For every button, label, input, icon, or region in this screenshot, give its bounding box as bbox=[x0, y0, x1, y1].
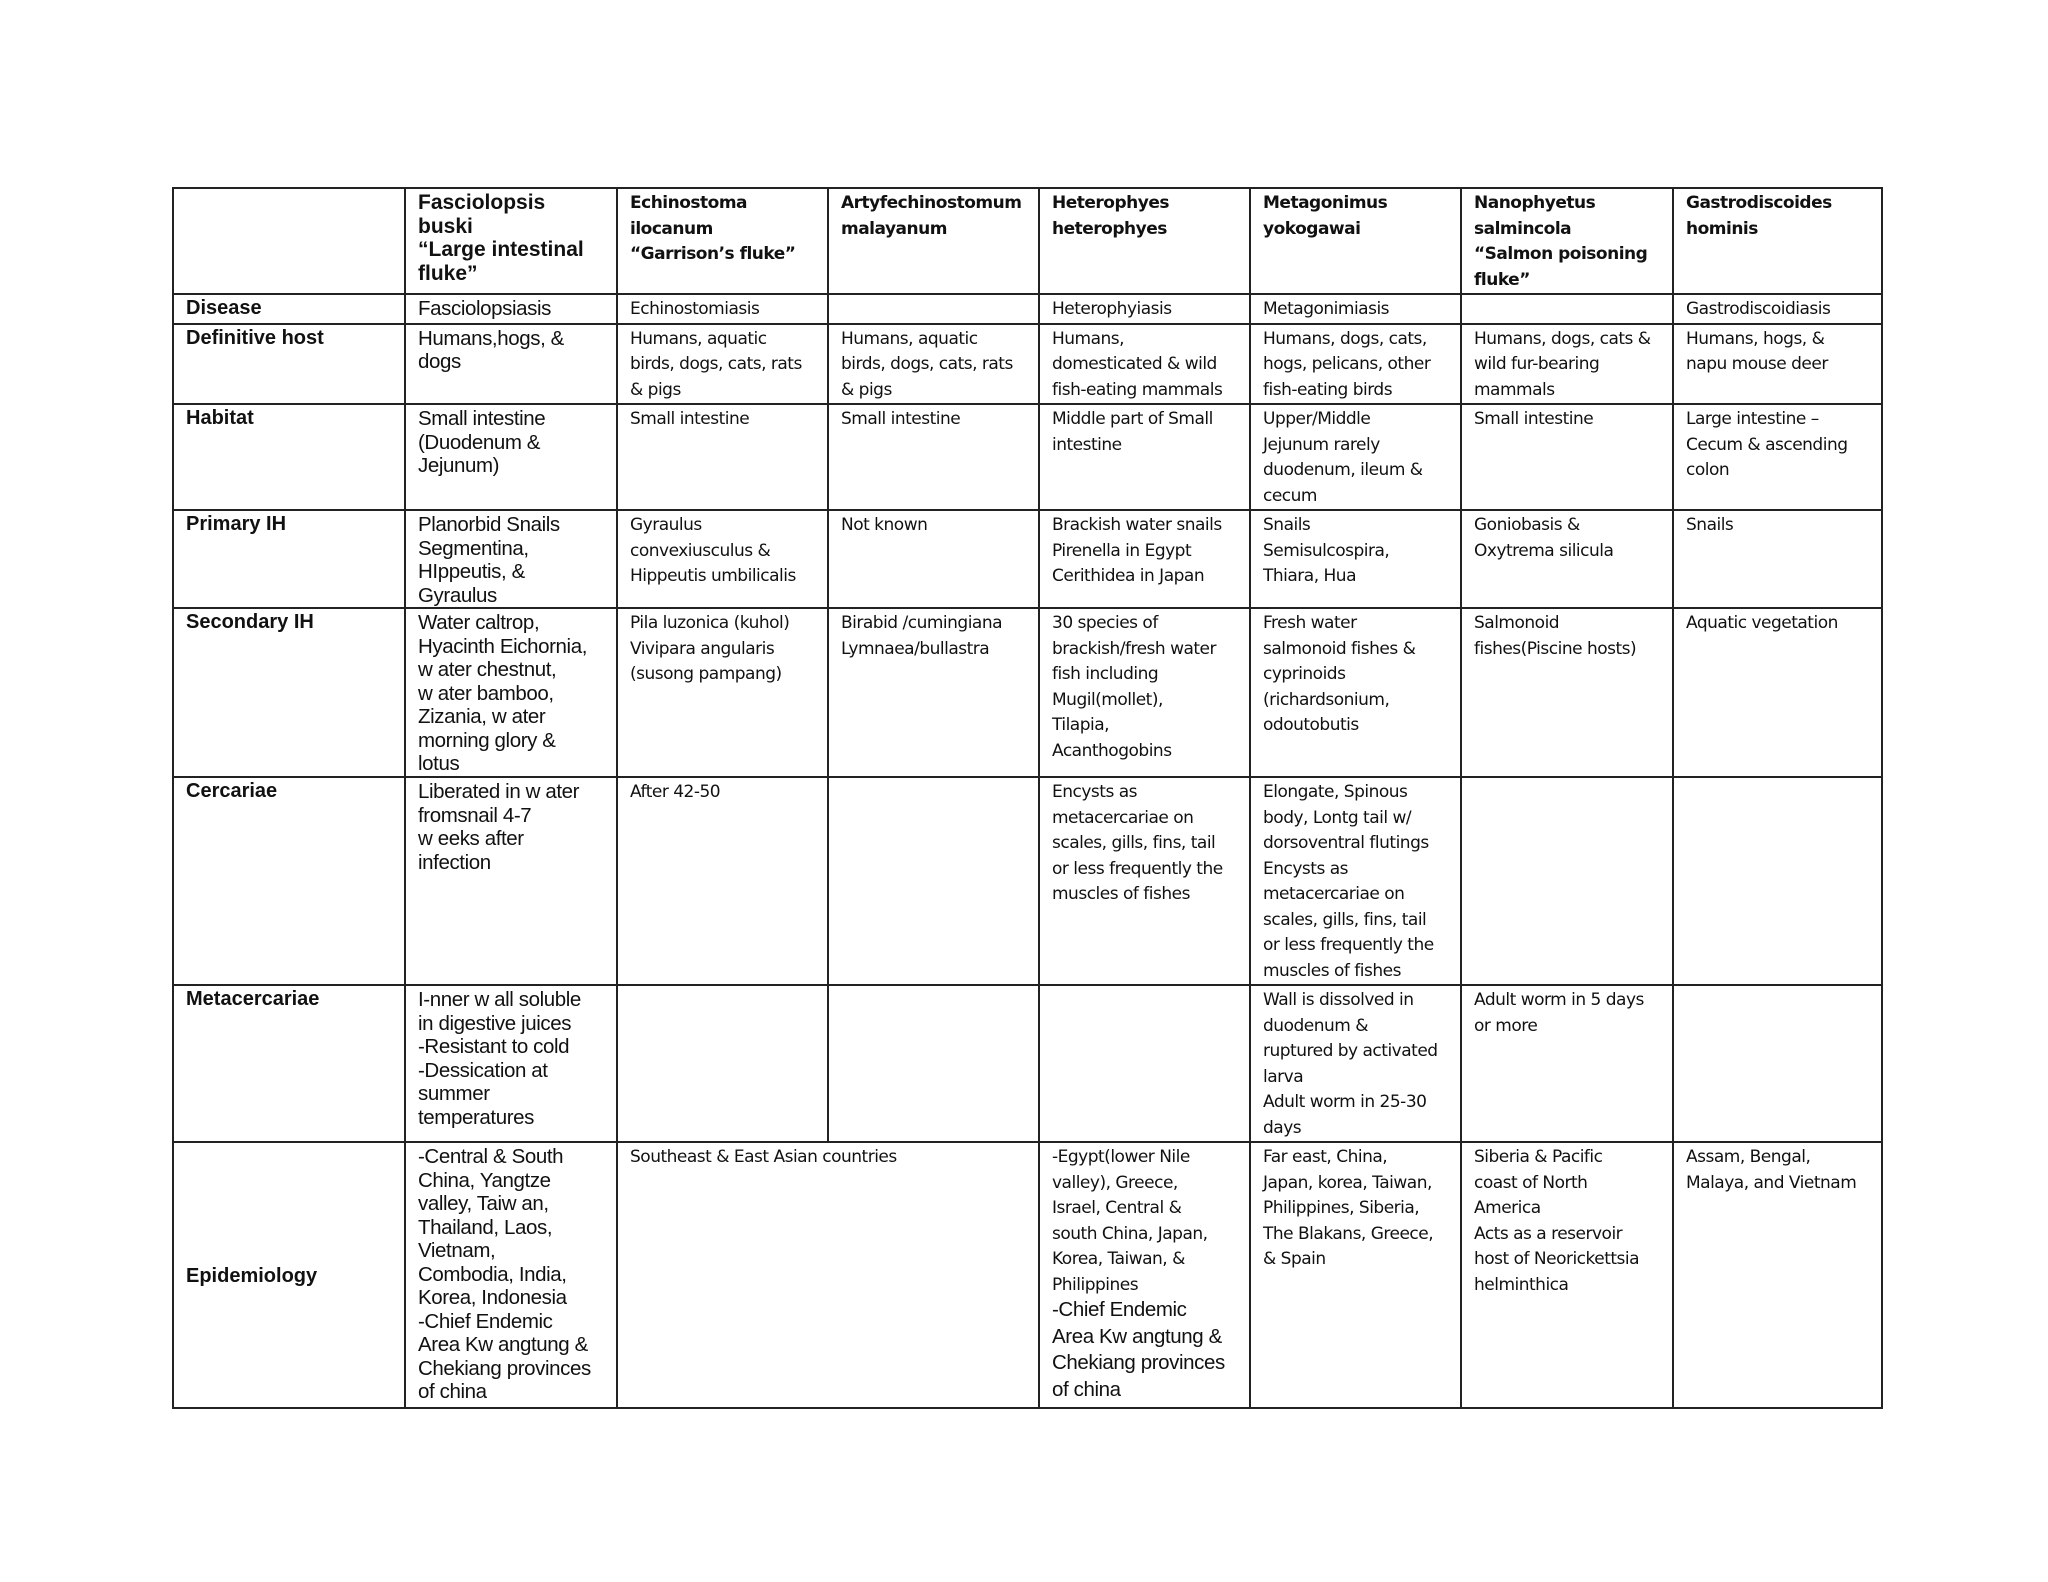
header-gastrodiscoides-hominis: Gastrodiscoides hominis bbox=[1673, 188, 1882, 294]
row-secondary-ih bbox=[173, 608, 1882, 777]
cell-disease-c3 bbox=[828, 294, 1039, 324]
cell-epidemiology-c2-c3: Southeast & East Asian countries bbox=[617, 1142, 1039, 1408]
cell-habitat-c5: Upper/Middle Jejunum rarely duodenum, ileum & cecum bbox=[1250, 404, 1461, 510]
cell-secondary-ih-c7: Aquatic vegetation bbox=[1673, 608, 1882, 777]
header-corner-cell bbox=[173, 188, 405, 294]
cell-disease-c5: Metagonimiasis bbox=[1250, 294, 1461, 324]
cell-cercariae-c6 bbox=[1461, 777, 1673, 985]
row-label-secondary-ih: Secondary IH bbox=[173, 608, 405, 777]
row-epidemiology bbox=[173, 1142, 1882, 1408]
cell-definitive-host-c7: Humans, hogs, & napu mouse deer bbox=[1673, 324, 1882, 405]
row-label-cercariae: Cercariae bbox=[173, 777, 405, 985]
cell-metacercariae-c6: Adult worm in 5 days or more bbox=[1461, 985, 1673, 1142]
cell-habitat-c6: Small intestine bbox=[1461, 404, 1673, 510]
cell-disease-c1: Fasciolopsiasis bbox=[405, 294, 617, 324]
cell-habitat-c2: Small intestine bbox=[617, 404, 828, 510]
row-primary-ih bbox=[173, 510, 1882, 608]
row-cercariae bbox=[173, 777, 1882, 985]
cell-secondary-ih-c3: Birabid /cumingiana Lymnaea/bullastra bbox=[828, 608, 1039, 777]
cell-habitat-c4: Middle part of Small intestine bbox=[1039, 404, 1250, 510]
cell-disease-c4: Heterophyiasis bbox=[1039, 294, 1250, 324]
header-row bbox=[173, 188, 1882, 294]
row-label-definitive-host: Definitive host bbox=[173, 324, 405, 405]
epidemiology-c4-countries: -Egypt(lower Nile valley), Greece, Israel, Central & south China, Japan, Korea, Taiwan, & Philippines bbox=[1052, 1147, 1208, 1295]
cell-habitat-c1: Small intestine (Duodenum & Jejunum) bbox=[405, 404, 617, 510]
cell-definitive-host-c2: Humans, aquatic birds, dogs, cats, rats & pigs bbox=[617, 324, 828, 405]
header-fasciolopsis-buski: Fasciolopsis buski “Large intestinal fluke” bbox=[405, 188, 617, 294]
cell-secondary-ih-c1: Water caltrop, Hyacinth Eichornia, w ater chestnut, w ater bamboo, Zizania, w ater morning glory & lotus bbox=[405, 608, 617, 777]
cell-primary-ih-c4: Brackish water snails Pirenella in Egypt Cerithidea in Japan bbox=[1039, 510, 1250, 608]
row-habitat bbox=[173, 404, 1882, 510]
cell-secondary-ih-c5: Fresh water salmonoid fishes & cyprinoids (richardsonium, odoutobutis bbox=[1250, 608, 1461, 777]
row-label-habitat: Habitat bbox=[173, 404, 405, 510]
cell-primary-ih-c2: Gyraulus convexiusculus & Hippeutis umbilicalis bbox=[617, 510, 828, 608]
cell-definitive-host-c1: Humans,hogs, & dogs bbox=[405, 324, 617, 405]
row-metacercariae bbox=[173, 985, 1882, 1142]
cell-primary-ih-c6: Goniobasis & Oxytrema silicula bbox=[1461, 510, 1673, 608]
cell-definitive-host-c6: Humans, dogs, cats & wild fur-bearing mammals bbox=[1461, 324, 1673, 405]
header-heterophyes-heterophyes: Heterophyes heterophyes bbox=[1039, 188, 1250, 294]
cell-definitive-host-c4: Humans, domesticated & wild fish-eating mammals bbox=[1039, 324, 1250, 405]
cell-disease-c7: Gastrodiscoidiasis bbox=[1673, 294, 1882, 324]
cell-habitat-c7: Large intestine – Cecum & ascending colon bbox=[1673, 404, 1882, 510]
cell-epidemiology-c7: Assam, Bengal, Malaya, and Vietnam bbox=[1673, 1142, 1882, 1408]
epidemiology-c4-endemic: -Chief Endemic Area Kw angtung & Chekiang provinces of china bbox=[1052, 1298, 1225, 1401]
cell-cercariae-c7 bbox=[1673, 777, 1882, 985]
cell-cercariae-c5: Elongate, Spinous body, Lontg tail w/ dorsoventral flutings Encysts as metacercariae on scales, gills, fins, tail or less frequently the muscles of fishes bbox=[1250, 777, 1461, 985]
cell-cercariae-c4: Encysts as metacercariae on scales, gills, fins, tail or less frequently the muscles of fishes bbox=[1039, 777, 1250, 985]
cell-secondary-ih-c2: Pila luzonica (kuhol) Vivipara angularis (susong pampang) bbox=[617, 608, 828, 777]
header-artyfechinostomum-malayanum: Artyfechinostomum malayanum bbox=[828, 188, 1039, 294]
cell-primary-ih-c1: Planorbid Snails Segmentina, HIppeutis, & Gyraulus bbox=[405, 510, 617, 608]
cell-metacercariae-c1: I-nner w all soluble in digestive juices -Resistant to cold -Dessication at summer temperatures bbox=[405, 985, 617, 1142]
cell-epidemiology-c6: Siberia & Pacific coast of North America Acts as a reservoir host of Neorickettsia helminthica bbox=[1461, 1142, 1673, 1408]
cell-metacercariae-c5: Wall is dissolved in duodenum & ruptured by activated larva Adult worm in 25-30 days bbox=[1250, 985, 1461, 1142]
cell-disease-c2: Echinostomiasis bbox=[617, 294, 828, 324]
row-label-disease: Disease bbox=[173, 294, 405, 324]
row-definitive-host bbox=[173, 324, 1882, 405]
cell-definitive-host-c5: Humans, dogs, cats, hogs, pelicans, other fish-eating birds bbox=[1250, 324, 1461, 405]
cell-secondary-ih-c4: 30 species of brackish/fresh water fish including Mugil(mollet), Tilapia, Acanthogobins bbox=[1039, 608, 1250, 777]
cell-definitive-host-c3: Humans, aquatic birds, dogs, cats, rats & pigs bbox=[828, 324, 1039, 405]
cell-epidemiology-c5: Far east, China, Japan, korea, Taiwan, Philippines, Siberia, The Blakans, Greece, & Spain bbox=[1250, 1142, 1461, 1408]
cell-primary-ih-c3: Not known bbox=[828, 510, 1039, 608]
cell-habitat-c3: Small intestine bbox=[828, 404, 1039, 510]
row-label-metacercariae: Metacercariae bbox=[173, 985, 405, 1142]
cell-primary-ih-c5: Snails Semisulcospira, Thiara, Hua bbox=[1250, 510, 1461, 608]
cell-cercariae-c2: After 42-50 bbox=[617, 777, 828, 985]
cell-metacercariae-c4 bbox=[1039, 985, 1250, 1142]
cell-cercariae-c1: Liberated in w ater fromsnail 4-7 w eeks after infection bbox=[405, 777, 617, 985]
cell-metacercariae-c7 bbox=[1673, 985, 1882, 1142]
row-disease bbox=[173, 294, 1882, 324]
fluke-comparison-table bbox=[172, 187, 1883, 1409]
row-label-primary-ih: Primary IH bbox=[173, 510, 405, 608]
header-nanophyetus-salmincola: Nanophyetus salmincola “Salmon poisoning fluke” bbox=[1461, 188, 1673, 294]
header-metagonimus-yokogawai: Metagonimus yokogawai bbox=[1250, 188, 1461, 294]
cell-primary-ih-c7: Snails bbox=[1673, 510, 1882, 608]
cell-epidemiology-c4 bbox=[1039, 1142, 1250, 1408]
cell-epidemiology-c1: -Central & South China, Yangtze valley, Taiw an, Thailand, Laos, Vietnam, Combodia, India, Korea, Indonesia -Chief Endemic Area Kw angtung & Chekiang provinces of china bbox=[405, 1142, 617, 1408]
cell-secondary-ih-c6: Salmonoid fishes(Piscine hosts) bbox=[1461, 608, 1673, 777]
cell-cercariae-c3 bbox=[828, 777, 1039, 985]
cell-disease-c6 bbox=[1461, 294, 1673, 324]
header-echinostoma-ilocanum: Echinostoma ilocanum “Garrison’s fluke” bbox=[617, 188, 828, 294]
cell-metacercariae-c2 bbox=[617, 985, 828, 1142]
row-label-epidemiology: Epidemiology bbox=[173, 1142, 405, 1408]
cell-metacercariae-c3 bbox=[828, 985, 1039, 1142]
